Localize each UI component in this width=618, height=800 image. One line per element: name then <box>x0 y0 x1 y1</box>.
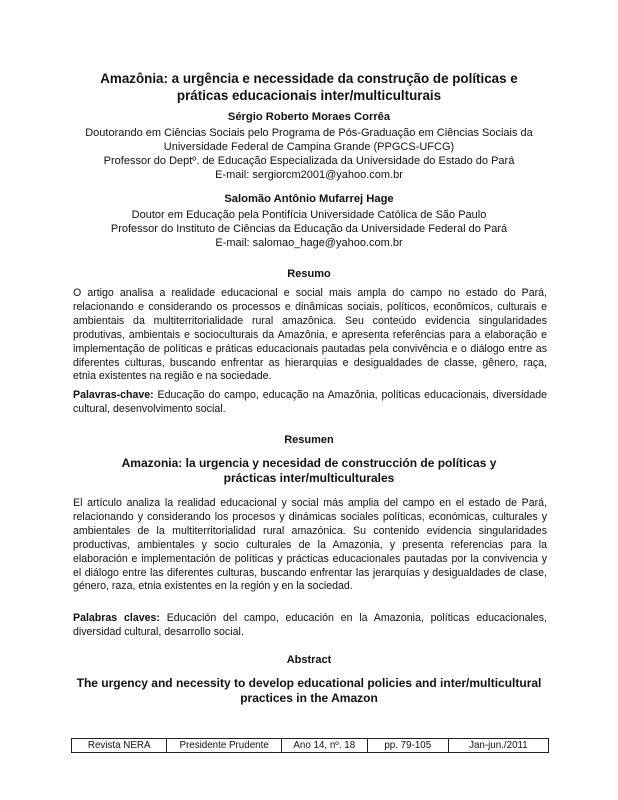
resumo-keywords-label: Palavras-chave: <box>73 389 154 401</box>
author-2-affiliation-2: Professor do Instituto de Ciências da Educação da Universidade Federal do Pará <box>110 223 508 235</box>
author-2-email: E-mail: salomao_hage@yahoo.com.br <box>215 237 403 249</box>
resumo-text: O artigo analisa a realidade educacional e social mais ampla do campo no estado do Pará, relacionando e considerando os processos e dinâmicas sociais, políticos, econômicos, culturais e ambientais da multiterritorialidade rural amazônica. Seu conteúdo evidencia singularidades produtivas, ambientais e socioculturais da Amazônia, e apresenta referências para a elaboração e implementação de políticas e práticas educacionais pautadas pela convivência e o diálogo entre as diferentes culturas, buscando enfrentar as hierarquias e desigualdades de classe, gênero, raça, etnia existentes na região e na sociedade. <box>73 287 547 383</box>
resumen-keywords-text: Educación del campo, educación en la Amazonia, políticas educacionales, diversidad cultural, desarrollo social. <box>73 612 547 638</box>
resumo-keywords <box>73 389 547 417</box>
author-1-affiliation-2: Universidade Federal de Campina Grande (PPGCS-UFCG) <box>163 141 455 153</box>
resumo-keywords-text: Educação do campo, educação na Amazônia, políticas educacionais, diversidade cultural, desenvolvimento social. <box>73 389 547 415</box>
author-2-affiliation-1: Doutor em Educação pela Pontifícia Universidade Católica de São Paulo <box>131 209 487 221</box>
author-block-2 <box>40 192 578 250</box>
author-1-affiliation-1: Doutorando em Ciências Sociais pelo Programa de Pós-Graduação em Ciências Sociais da <box>85 127 533 139</box>
footer-date: Jan-jun./2011 <box>448 739 548 753</box>
paper-title <box>60 70 558 104</box>
author-name-2: Salomão Antônio Mufarrej Hage <box>224 193 394 205</box>
author-1-affiliation-3: Professor do Deptº. de Educação Especializada da Universidade do Estado do Pará <box>103 155 515 167</box>
resumen-text: El artículo analiza la realidad educacional y social más amplia del campo en el estado de Pará, relacionando y considerando los procesos y dinámicas sociales políticas, económicas, culturales y ambientales de la multiterritorialidad rural amazónica. Su contenido evidencia singularidades productivas, ambientales y socio culturales de la Amazonia, y presenta referencias para la elaboración e implementación de políticas y prácticas educacionales pautadas por la convivencia y el diálogo entre las diferentes culturas, buscando enfrentar las jerarquías y desigualdades de clase, género, raza, etnia existentes en la región y en la sociedad. <box>73 497 547 593</box>
footer-city: Presidente Prudente <box>167 739 281 753</box>
footer-pages: pp. 79-105 <box>367 739 448 753</box>
author-block-1 <box>40 110 578 182</box>
abstract-title-line-1: The urgency and necessity to develop educational policies and inter/multicultural <box>76 676 542 690</box>
resumen-keywords <box>73 612 547 640</box>
resumo-heading: Resumo <box>287 268 331 280</box>
footer-volume: Ano 14, nº. 18 <box>281 739 367 753</box>
footer-journal: Revista NERA <box>72 739 167 753</box>
paper-title-line-1: Amazônia: a urgência e necessidade da construção de políticas e <box>100 71 518 86</box>
resumen-keywords-label: Palabras claves: <box>73 612 160 624</box>
paper-title-line-2: práticas educacionais inter/multiculturais <box>176 88 442 103</box>
abstract-heading: Abstract <box>286 654 332 666</box>
journal-footer <box>71 738 549 753</box>
journal-footer-row <box>72 739 549 753</box>
resumen-title-line-1: Amazonia: la urgencia y necesidad de construcción de políticas y <box>121 456 497 470</box>
resumen-heading: Resumen <box>284 434 334 446</box>
author-name-1: Sérgio Roberto Moraes Corrêa <box>227 111 391 123</box>
abstract-title-line-2: practices in the Amazon <box>240 691 378 705</box>
abstract-title <box>70 676 548 706</box>
resumen-title-line-2: prácticas inter/multiculturales <box>223 471 395 485</box>
resumen-title <box>70 456 548 486</box>
author-1-email: E-mail: sergiorcm2001@yahoo.com.br <box>215 169 403 181</box>
